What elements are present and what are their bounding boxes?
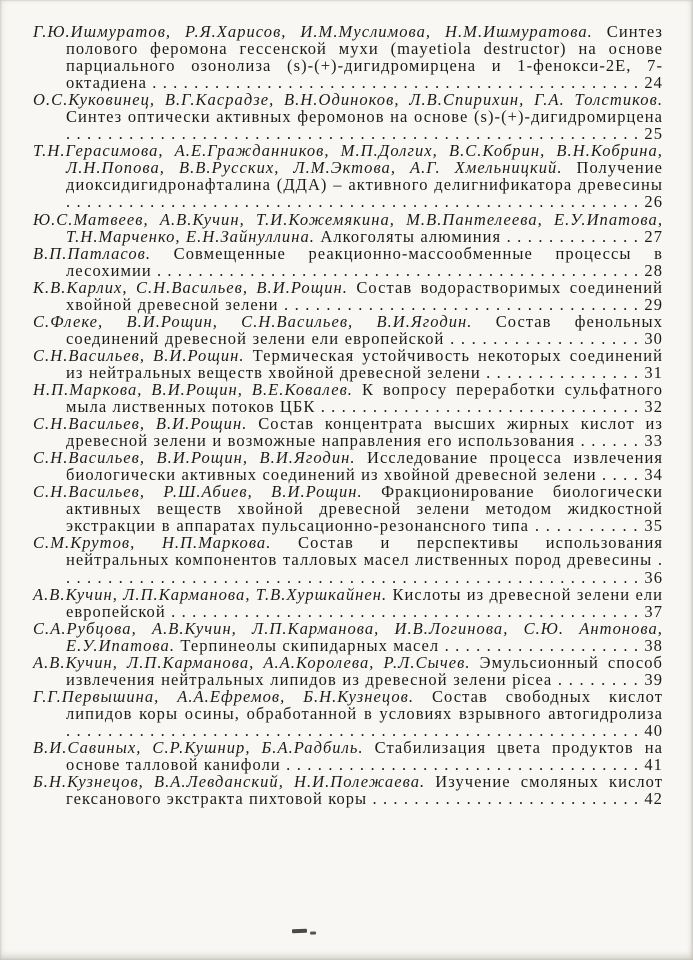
entry-authors: С.Флеке, В.И.Рощин, С.Н.Васильев, В.И.Ягодин. [33,311,473,331]
dot-leader: . . . . . . . . . . . . . . . . . . . . . . . . . . . . . . . . . . . . . . . . . . . . . . . . . . . . . . . . [66,550,663,587]
entry-title: Состав водорастворимых соединений хвойной древесной зелени [66,277,663,314]
toc-entry [33,142,663,210]
toc-entry [33,381,663,415]
entry-authors: В.И.Савиных, С.Р.Кушнир, Б.А.Радбиль. [33,737,364,757]
dot-leader: . . . . . . . . . . . . . . . . . . . . . . . . . . . . . . . . . . . . . . . . . . . . . . . [156,260,645,280]
entry-page-number: 34 [644,465,663,485]
entry-title: Синтез полового феромона гессенской мухи (mayetiola destructor) на основе парциального озонолиза (s)-(+)-дигидромирцена и 1-фенокси-2Е, 7-октадиена [66,22,663,93]
entry-authors: С.Н.Васильев, В.И.Рощин. [33,345,245,365]
entry-authors: С.А.Рубцова, А.В.Кучин, Л.П.Карманова, И.В.Логинова, С.Ю. Антонова, Е.У.Ипатова. [33,618,663,655]
entry-authors: Ю.С.Матвеев, А.В.Кучин, Т.И.Кожемякина, М.В.Пантелеева, Е.У.Ипатова, Т.Н.Марченко, Е.Н.Зайнуллина. [33,209,663,246]
toc-entry [33,586,663,620]
dot-leader: . . . . . . . . [557,669,645,689]
entry-page-number: 24 [644,73,663,93]
entry-page-number: 30 [644,328,663,348]
entry-authors: Н.П.Маркова, В.И.Рощин, В.Е.Ковалев. [33,379,353,399]
entry-authors: Г.Ю.Ишмуратов, Р.Я.Харисов, И.М.Муслимова, Н.М.Ишмуратова. [33,22,593,41]
entry-page-number: 28 [644,260,663,280]
toc-entry [33,534,663,585]
entry-authors: К.В.Карлих, С.Н.Васильев, В.И.Рощин. [33,277,348,297]
toc-list [33,23,663,807]
dot-leader: . . . . . . . . . . . . . . . . . . . [444,635,645,655]
toc-entry [33,347,663,381]
entry-title: Кислоты из древесной зелени ели европейской [66,584,663,621]
toc-entry [33,415,663,449]
entry-title: Изучение смоляных кислот гексанового экстракта пихтовой коры [66,772,663,809]
dot-leader: . . . . . . . . . . [534,516,645,536]
toc-entry [33,313,663,347]
entry-page-number: 42 [644,789,663,809]
toc-entry [33,688,663,739]
toc-entry [33,620,663,654]
entry-page-number: 25 [644,124,663,144]
entry-authors: Б.Н.Кузнецов, В.А.Левданский, Н.И.Полежаева. [33,772,426,792]
entry-page-number: 39 [644,669,663,689]
toc-entry [33,773,663,807]
entry-authors: С.Н.Васильев, В.И.Рощин. [33,414,248,434]
dot-leader: . . . . . . . . . . . . . . . . . . . . . . . . . . [372,789,645,809]
entry-page-number: 31 [644,362,663,382]
entry-title: Синтез оптически активных феромонов на основе (s)-(+)-дигидромирцена [66,107,663,127]
dot-leader: . . . . . . . . . . . . . . . . . . . . . . . . . . . . . . . . . . . . . . . . . . . . . . . . . . . . . . . [66,720,645,740]
dot-leader: . . . . . . . . . . . . . . . . . . . . . . . . . . . . . . . . . . [284,294,645,314]
toc-entry [33,91,663,142]
ink-smudge-mark [292,929,307,934]
entry-title: К вопросу переработки сульфатного мыла лиственных потоков ЦБК [66,379,663,417]
dot-leader: . . . . . . . . . . . . . . . . . . . . . . . . . . . . . . . . . . . . . . . . . . . . . . . [152,73,645,93]
entry-title: Состав фенольных соединений древесной зелени ели европейской [66,311,663,348]
entry-page-number: 38 [644,635,663,655]
entry-page-number: 41 [644,755,663,775]
dot-leader: . . . . . . . . . . . . . [506,226,645,246]
toc-entry [33,654,663,688]
entry-title: Исследование процесса извлечения биологически активных соединений из хвойной древесной зелени [66,448,663,485]
entry-title: Состав свободных кислот липидов коры осины, обработанной в условиях взрывного автогидролиза [66,686,663,723]
entry-page-number: 27 [644,226,663,246]
entry-title: Фракционирование биологически активных веществ хвойной древесной зелени методом жидкостной экстракции в аппаратах пульсационно-резонансного типа [66,482,663,536]
entry-authors: С.Н.Васильев, Р.Ш.Абиев, В.И.Рощин. [33,482,363,502]
entry-authors: С.М.Крутов, Н.П.Маркова. [33,533,272,553]
entry-authors: Т.Н.Герасимова, А.Е.Гражданников, М.П.Долгих, В.С.Кобрин, В.Н.Кобрина, Л.Н.Попова, В.В.Русских, Л.М.Эктова, А.Г. Хмельницкий. [33,141,663,178]
toc-entry [33,739,663,773]
entry-title: Состав и перспективы использования нейтральных компонентов талловых масел лиственных пород древесины [66,533,663,570]
entry-authors: С.Н.Васильев, В.И.Рощин, В.И.Ягодин. [33,448,356,468]
entry-title: Алкоголяты алюминия [320,226,502,246]
entry-title: Стабилизация цвета продуктов на основе талловой канифоли [66,737,663,775]
toc-entry [33,279,663,313]
entry-page-number: 26 [644,192,663,212]
entry-title: Совмещенные реакционно-массообменные процессы в лесохимии [66,243,663,280]
dot-leader: . . . . [602,465,645,485]
entry-page-number: 29 [644,294,663,314]
entry-page-number: 37 [644,601,663,621]
entry-title: Эмульсионный способ извлечения нейтральных липидов из древесной зелени picea [66,652,663,689]
dot-leader: . . . . . . . . . . . . . . . . . . . . . . . . . . . . . . . [320,397,645,417]
entry-page-number: 33 [644,431,663,451]
entry-title: Получение диоксидигидронафталина (ДДА) – активного делигнификатора древесины [66,158,663,195]
entry-authors: А.В.Кучин, Л.П.Карманова, Т.В.Хуршкайнен. [33,584,388,604]
toc-entry [33,23,663,91]
dot-leader: . . . . . . . . . . . . . . . . . . . . . . . . . . . . . . . . . . . . . . . . . . . . . . . . . . . . . . . [66,124,645,144]
entry-page-number: 35 [644,516,664,536]
entry-page-number: 36 [644,567,663,587]
entry-authors: О.С.Куковинец, В.Г.Касрадзе, В.Н.Одиноков, Л.В.Спирихин, Г.А. Толстиков. [33,90,663,110]
dot-leader: . . . . . . . . . . . . . . . . . . [450,328,645,348]
dot-leader: . . . . . . . . . . . . . . . . . . . . . . . . . . . . . . . . . . . . . . . . . . . . . . . . . . . . . . . [66,192,645,212]
dot-leader: . . . . . . . . . . . . . . . . . . . . . . . . . . . . . . . . . . [286,755,645,775]
entry-page-number: 40 [644,720,663,740]
toc-entry [33,211,663,245]
toc-entry [33,245,663,279]
toc-entry [33,449,663,483]
entry-title: Терпинеолы скипидарных масел [180,635,440,655]
entry-title: Термическая устойчивость некоторых соединений из нейтральных веществ хвойной древесной зелени [66,345,663,382]
dot-leader: . . . . . . . . . . . . . . . . . . . . . . . . . . . . . . . . . . . . . . . . . . . . . [171,601,645,621]
entry-authors: А.В.Кучин, Л.П.Карманова, А.А.Королева, Р.Л.Сычев. [33,652,471,672]
entry-title: Состав концентрата высших жирных кислот из древесной зелени и возможные направления его использования [66,414,664,451]
entry-authors: В.П.Патласов. [33,243,152,263]
entry-page-number: 32 [644,397,663,417]
entry-authors: Г.Г.Первышина, А.А.Ефремов, Б.Н.Кузнецов. [33,686,415,706]
dot-leader: . . . . . . [580,431,645,451]
toc-entry [33,483,663,534]
dot-leader: . . . . . . . . . . . . . . . [486,362,645,382]
